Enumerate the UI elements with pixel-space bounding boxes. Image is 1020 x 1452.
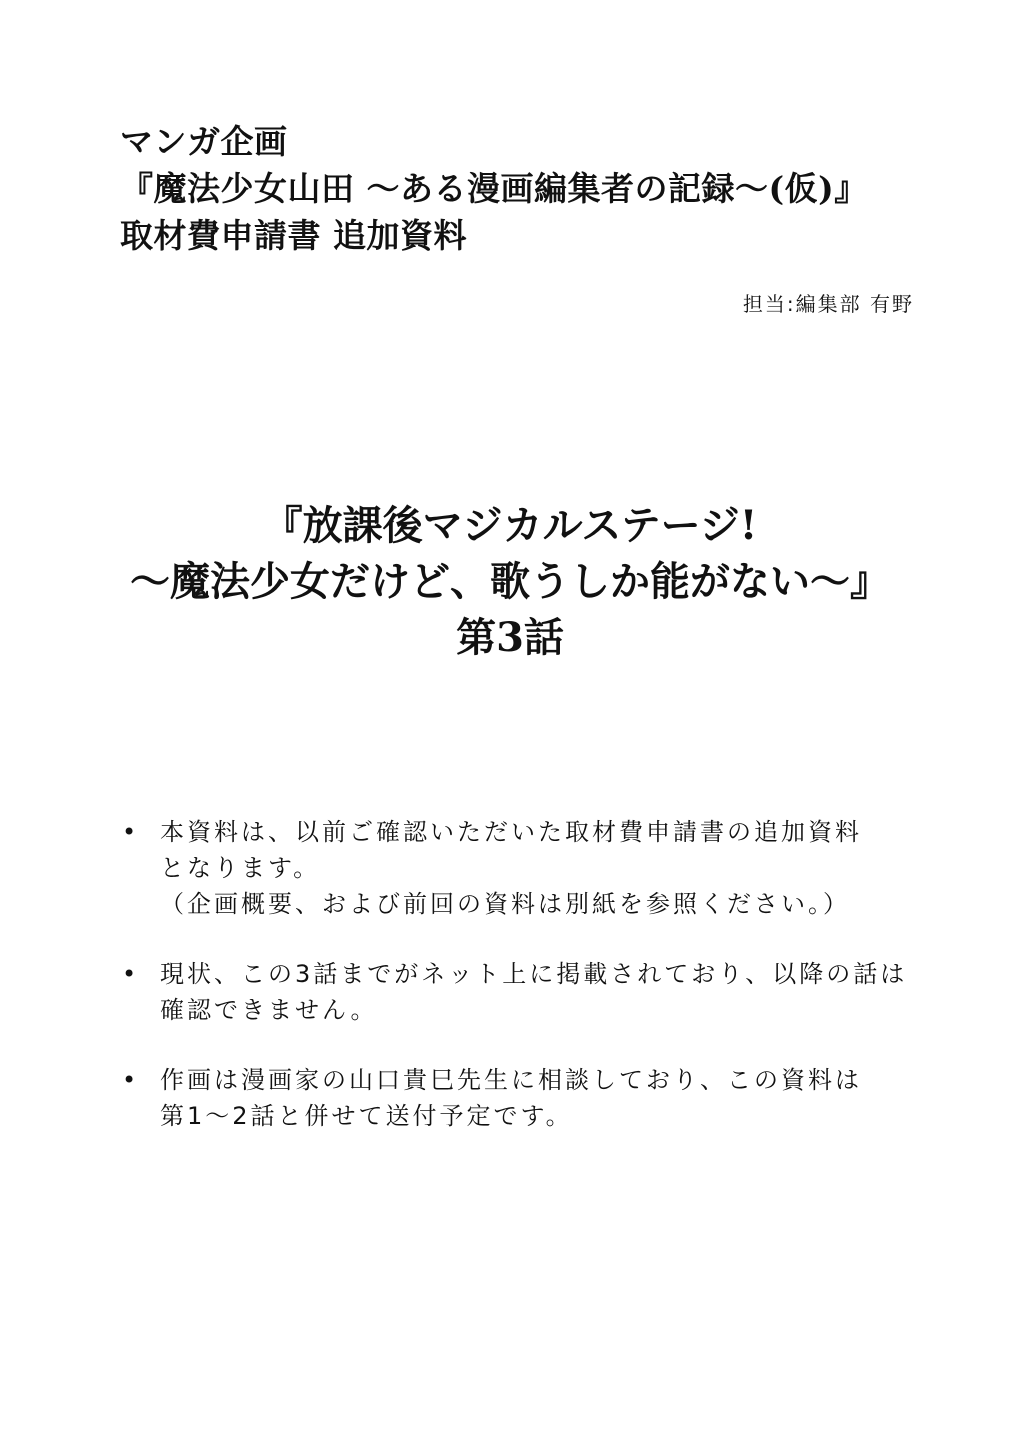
bullet-icon: • [122, 818, 140, 846]
header-line-title: 『魔法少女山田 ～ある漫画編集者の記録～(仮)』 [120, 169, 868, 208]
note-line: 本資料は、以前ご確認いただいた取材費申請書の追加資料 [160, 818, 862, 846]
document-header [120, 118, 920, 259]
story-title [0, 498, 1020, 666]
note-line: 確認できません。 [160, 996, 378, 1024]
author-line: 担当:編集部 有野 [742, 292, 914, 316]
bullet-icon: • [122, 960, 140, 988]
story-title-line-2: ～魔法少女だけど、歌うしか能がない～』 [130, 558, 890, 605]
note-line: 現状、この3話までがネット上に掲載されており、以降の話は [160, 960, 908, 988]
bullet-icon: • [122, 1066, 140, 1094]
note-line: 作画は漫画家の山口貴巳先生に相談しており、この資料は [160, 1066, 862, 1094]
story-episode: 第3話 [456, 614, 564, 661]
note-line: （企画概要、および前回の資料は別紙を参照ください。） [160, 890, 850, 918]
header-line-project: マンガ企画 [120, 122, 288, 161]
note-line: となります。 [160, 854, 321, 882]
note-item [120, 1062, 920, 1134]
note-item [120, 956, 920, 1028]
header-line-subject: 取材費申請書 追加資料 [120, 216, 467, 255]
note-item [120, 814, 920, 922]
note-line: 第1～2話と併せて送付予定です。 [160, 1102, 573, 1130]
notes-list [120, 814, 920, 1168]
story-title-line-1: 『放課後マジカルステージ! [262, 502, 758, 549]
